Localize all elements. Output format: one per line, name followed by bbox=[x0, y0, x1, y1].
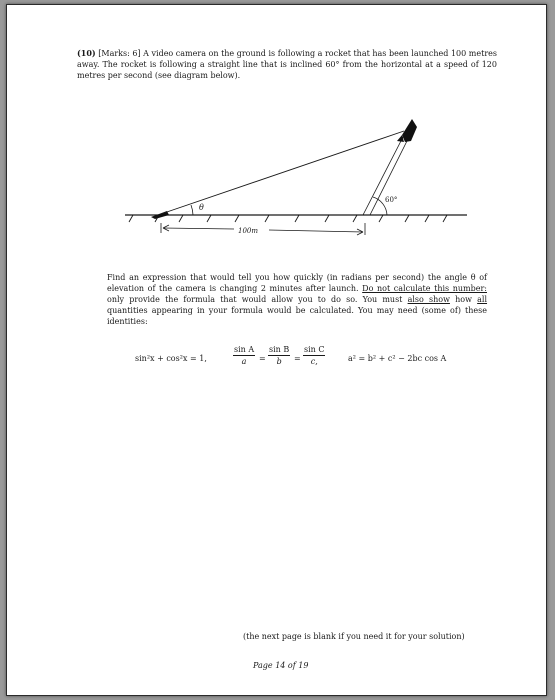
question-number: (10) bbox=[77, 48, 96, 58]
law-of-sines-frac-c: $\frac{\text{sin C}}{c,}$ bbox=[304, 345, 325, 366]
blank-page-note: (the next page is blank if you need it for your solution) bbox=[243, 632, 465, 641]
instructions-underline2: also show bbox=[407, 295, 450, 304]
line-of-sight bbox=[161, 131, 404, 214]
instructions-underline3: all bbox=[477, 295, 488, 304]
law-of-cosines: a² = b² + c² − 2bc cos A bbox=[348, 354, 447, 363]
distance-label: 100m bbox=[238, 227, 258, 235]
law-of-sines-frac-b: $\frac{\text{sin B}}{b}$ bbox=[269, 345, 290, 366]
instructions-paragraph bbox=[107, 272, 487, 327]
question-text bbox=[77, 48, 497, 81]
equals-sign-1: = bbox=[259, 354, 266, 363]
question-body: [Marks: 6] A video camera on the ground is following a rocket that has been launched 100 metres away. The rocket is following a straight line that is inclined 60° from the horizontal at a speed of 120 metres per second (see diagram below). bbox=[77, 49, 497, 80]
instructions-underline1: Do not calculate this number: bbox=[362, 284, 487, 293]
instructions-part1: Find an expression that would tell you how quickly (in radians per second) the angle θ of elevation of the camera is changing 2 minutes after launch. bbox=[107, 273, 487, 293]
identities bbox=[135, 345, 495, 375]
equals-sign-2: = bbox=[294, 354, 301, 363]
theta-arc bbox=[191, 205, 193, 215]
sixty-degree-label: 60° bbox=[385, 196, 398, 204]
instructions-part2: only provide the formula that would allow you to do so. You must bbox=[107, 295, 403, 304]
instructions-part4: quantities appearing in your formula would be calculated. You may need (some of) these identities: bbox=[107, 306, 487, 326]
ground-hatching bbox=[129, 215, 447, 222]
pythagorean-identity: sin²x + cos²x = 1, bbox=[135, 354, 207, 363]
rocket-diagram bbox=[119, 111, 479, 246]
law-of-sines-frac-a: $\frac{\text{sin A}}{a}$ bbox=[234, 345, 255, 366]
instructions-part3: how bbox=[455, 295, 472, 304]
theta-label: θ bbox=[199, 203, 204, 212]
distance-line-left bbox=[163, 228, 234, 229]
document-page bbox=[6, 4, 547, 696]
page-number: Page 14 of 19 bbox=[253, 661, 309, 670]
distance-line-right bbox=[269, 230, 363, 232]
rocket-icon bbox=[402, 119, 417, 142]
